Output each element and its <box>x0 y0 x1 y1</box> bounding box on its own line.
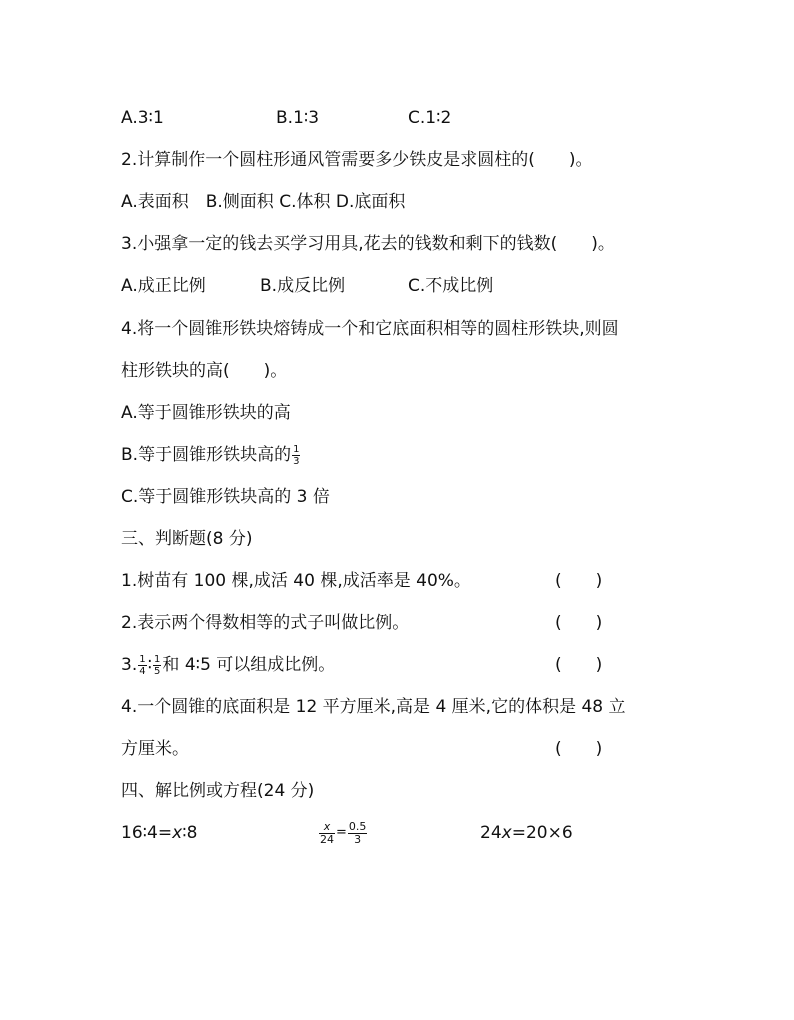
question-4-stem-line2: 柱形铁块的高( )。 <box>121 361 288 381</box>
equation-1 <box>121 821 197 845</box>
judge-item-text: 和 4∶5 可以组成比例。 <box>162 655 336 675</box>
judge-item-text: 1.树苗有 100 棵,成活 40 棵,成活率是 40%。 <box>121 571 471 591</box>
judge-item-4-line1: 4.一个圆锥的底面积是 12 平方厘米,高是 4 厘米,它的体积是 48 立 <box>121 697 626 717</box>
fraction-numerator: 1 <box>154 653 161 665</box>
option-c: C.1∶2 <box>408 108 452 128</box>
fraction-numerator: x <box>319 821 335 834</box>
fraction-denominator: 24 <box>320 832 334 846</box>
judge-item-text: 2.表示两个得数相等的式子叫做比例。 <box>121 613 410 633</box>
judge-item-4-line2: 方厘米。 <box>121 739 189 759</box>
question-2-stem: 2.计算制作一个圆柱形通风管需要多少铁皮是求圆柱的( )。 <box>121 150 593 170</box>
fraction-numerator: 1 <box>293 443 300 455</box>
equals-sign: = <box>336 825 347 840</box>
option-a: A.3∶1 <box>121 108 164 128</box>
question-4-option-b <box>121 443 301 467</box>
fraction-one-fifth <box>153 654 161 677</box>
equation-2 <box>318 814 368 852</box>
question-3-stem: 3.小强拿一定的钱去买学习用具,花去的钱数和剩下的钱数( )。 <box>121 234 615 254</box>
question-2-options: A.表面积 B.侧面积 C.体积 D.底面积 <box>121 192 406 212</box>
equation-3 <box>480 821 573 845</box>
fraction-0.5-over-3 <box>348 821 368 846</box>
answer-paren-2[interactable]: ( ) <box>555 613 603 633</box>
fraction-x-over-24 <box>319 821 335 846</box>
fraction <box>292 444 300 467</box>
fraction-numerator: 0.5 <box>348 819 367 833</box>
section-3-title: 三、判断题(8 分) <box>121 529 253 549</box>
question-4-option-c: C.等于圆锥形铁块高的 3 倍 <box>121 487 330 507</box>
section-4-title: 四、解比例或方程(24 分) <box>121 781 315 801</box>
option-b: B.成反比例 <box>260 276 346 296</box>
option-b-text: B.等于圆锥形铁块高的 <box>121 445 292 465</box>
fraction-denominator: 5 <box>154 665 161 677</box>
fraction-denominator: 4 <box>139 665 146 677</box>
option-b: B.1∶3 <box>276 108 320 128</box>
fraction-denominator: 3 <box>354 832 362 846</box>
variable-x: x <box>501 823 512 843</box>
option-c: C.不成比例 <box>408 276 494 296</box>
item-number: 3. <box>121 655 138 675</box>
fraction-denominator: 3 <box>293 455 300 467</box>
equation-left: 16∶4= <box>121 823 173 843</box>
ratio-colon: ∶ <box>147 655 153 675</box>
option-a: A.成正比例 <box>121 276 206 296</box>
answer-paren-4[interactable]: ( ) <box>555 739 603 759</box>
judge-item-3 <box>121 653 335 677</box>
question-4-option-a: A.等于圆锥形铁块的高 <box>121 403 291 423</box>
answer-paren-1[interactable]: ( ) <box>555 571 603 591</box>
fraction-numerator: 1 <box>139 653 146 665</box>
question-4-stem-line1: 4.将一个圆锥形铁块熔铸成一个和它底面积相等的圆柱形铁块,则圆 <box>121 319 619 339</box>
fraction-one-quarter <box>138 654 146 677</box>
equation-right: =20×6 <box>511 823 573 843</box>
judge-item-2 <box>121 611 409 635</box>
answer-paren-3[interactable]: ( ) <box>555 655 603 675</box>
equation-right: ∶8 <box>182 823 198 843</box>
variable-x: x <box>172 823 183 843</box>
judge-item-1 <box>121 569 471 593</box>
equation-left: 24 <box>480 823 502 843</box>
